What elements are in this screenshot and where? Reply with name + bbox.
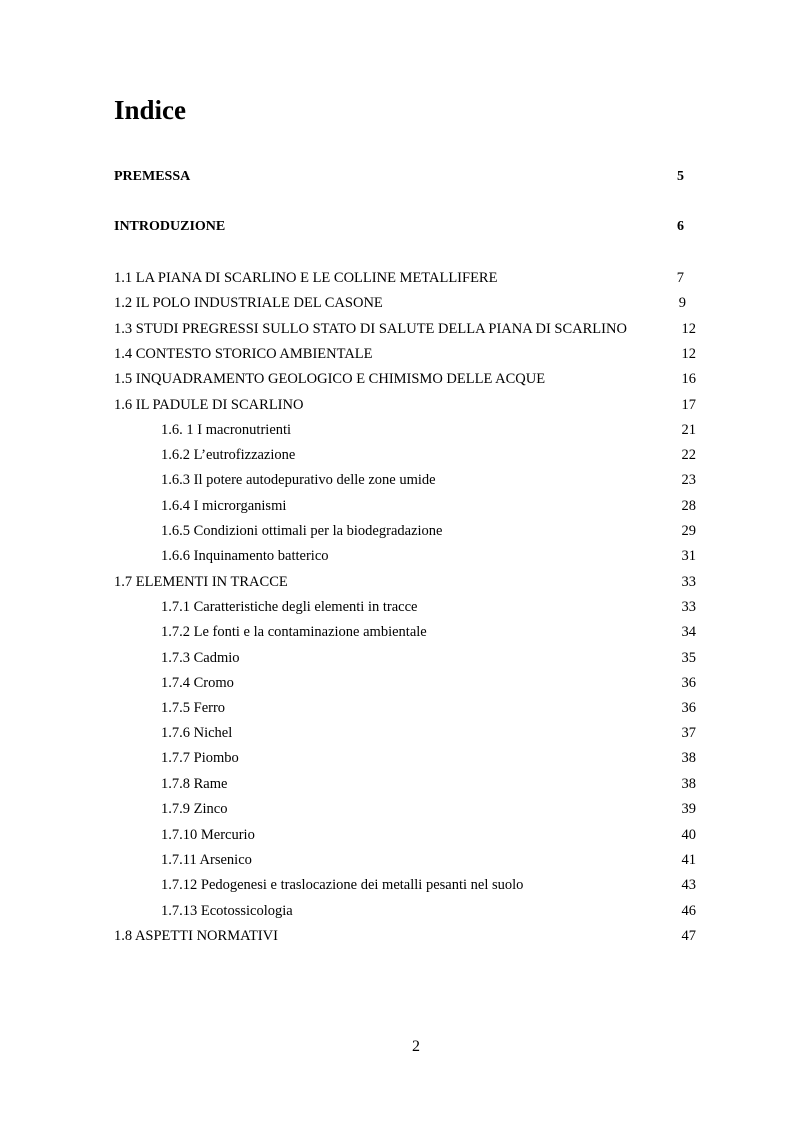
toc-entry-label: 1.6.2 L’eutrofizzazione [161,447,296,463]
toc-entry-1-7-13 [114,901,696,921]
toc-entry-label: 1.6.5 Condizioni ottimali per la biodegradazione [161,523,443,539]
toc-entry-1-6-3 [114,470,696,490]
toc-entry-page: 23 [681,472,696,488]
toc-entry-label: 1.7.13 Ecotossicologia [161,903,293,919]
toc-entry-introduzione [114,217,696,237]
toc-entry-label: 1.7.3 Cadmio [161,650,240,666]
toc-entry-label: 1.7.7 Piombo [161,750,239,766]
toc-entry-1-7-10 [114,825,696,845]
toc-entry-1-7-4 [114,673,696,693]
toc-entry-page: 35 [681,650,696,666]
toc-entry-label: PREMESSA [114,169,191,184]
toc-entry-label: 1.2 IL POLO INDUSTRIALE DEL CASONE [114,295,383,311]
toc-entry-label: 1.7.10 Mercurio [161,827,255,843]
toc-entry-1-6-5 [114,521,696,541]
toc-entry-label: 1.6.6 Inquinamento batterico [161,548,329,564]
toc-entry-page: 38 [681,776,696,792]
toc-entry-label: 1.7 ELEMENTI IN TRACCE [114,574,288,590]
toc-entry-1-6 [114,395,696,415]
toc-entry-label: INTRODUZIONE [114,219,226,234]
toc-entry-label: 1.7.5 Ferro [161,700,226,716]
toc-entry-1-8 [114,926,696,946]
toc-entry-page: 38 [681,750,696,766]
toc-entry-1-7-7 [114,748,696,768]
toc-entry-label: 1.7.2 Le fonti e la contaminazione ambientale [161,624,427,640]
toc-entry-page: 17 [681,397,696,413]
toc-entry-page: 6 [677,219,684,234]
toc-entry-1-7 [114,572,696,592]
toc-entry-1-3 [114,319,696,339]
toc-entry-page: 7 [676,270,684,286]
toc-entry-1-1 [114,268,696,288]
toc-entry-1-7-9 [114,799,696,819]
toc-entry-1-7-6 [114,723,696,743]
toc-entry-page: 34 [681,624,696,640]
toc-entry-1-7-3 [114,648,696,668]
toc-entry-page: 33 [681,599,696,615]
toc-entry-page: 46 [681,903,696,919]
toc-entry-label: 1.7.1 Caratteristiche degli elementi in tracce [161,599,418,615]
toc-entry-page: 31 [681,548,696,564]
page-number: 2 [412,1038,420,1055]
toc-entry-label: 1.5 INQUADRAMENTO GEOLOGICO E CHIMISMO DELLE ACQUE [114,371,546,387]
toc-entry-1-7-1 [114,597,696,617]
toc-entry-page: 16 [681,371,696,387]
toc-entry-1-7-8 [114,774,696,794]
toc-entry-label: 1.6.3 Il potere autodepurativo delle zone umide [161,472,436,488]
toc-entry-1-4 [114,344,696,364]
toc-entry-page: 9 [678,295,686,311]
toc-entry-1-7-11 [114,850,696,870]
toc-entry-page: 12 [681,321,696,337]
toc-entry-label: 1.7.12 Pedogenesi e traslocazione dei metalli pesanti nel suolo [161,877,524,893]
toc-entry-1-6-1 [114,420,696,440]
toc-entry-1-7-12 [114,875,696,895]
toc-entry-label: 1.3 STUDI PREGRESSI SULLO STATO DI SALUTE DELLA PIANA DI SCARLINO [114,321,627,337]
toc-entry-page: 22 [681,447,696,463]
toc-entry-label: 1.6.4 I microrganismi [161,498,287,514]
toc-entry-1-6-2 [114,445,696,465]
toc-entry-label: 1.6. 1 I macronutrienti [161,422,292,438]
toc-entry-label: 1.7.11 Arsenico [161,852,252,868]
toc-entry-page: 12 [681,346,696,362]
toc-entry-1-6-6 [114,546,696,566]
toc-entry-label: 1.6 IL PADULE DI SCARLINO [114,397,304,413]
toc-entry-label: 1.7.6 Nichel [161,725,233,741]
toc-entry-page: 43 [681,877,696,893]
toc-entry-1-6-4 [114,496,696,516]
toc-entry-page: 29 [681,523,696,539]
toc-entry-page: 37 [681,725,696,741]
toc-entry-label: 1.7.8 Rame [161,776,228,792]
toc-entry-1-5 [114,369,696,389]
toc-entry-premessa [114,167,696,187]
toc-entry-page: 41 [681,852,696,868]
page-title: Indice [114,95,187,125]
toc-entry-page: 5 [677,169,684,184]
toc-entry-label: 1.4 CONTESTO STORICO AMBIENTALE [114,346,373,362]
toc-entry-page: 47 [681,928,696,944]
toc-entry-page: 39 [681,801,696,817]
toc-entry-1-7-2 [114,622,696,642]
toc-entry-label: 1.1 LA PIANA DI SCARLINO E LE COLLINE METALLIFERE [114,270,498,286]
toc-entry-page: 40 [681,827,696,843]
toc-entry-1-2 [114,293,696,313]
toc-entry-label: 1.7.4 Cromo [161,675,234,691]
toc-entry-page: 21 [681,422,696,438]
toc-entry-page: 36 [681,675,696,691]
toc-entry-page: 36 [681,700,696,716]
toc-entry-page: 28 [681,498,696,514]
toc-entry-label: 1.7.9 Zinco [161,801,228,817]
toc-entry-label: 1.8 ASPETTI NORMATIVI [114,928,278,944]
toc-entry-page: 33 [681,574,696,590]
toc-entry-1-7-5 [114,698,696,718]
